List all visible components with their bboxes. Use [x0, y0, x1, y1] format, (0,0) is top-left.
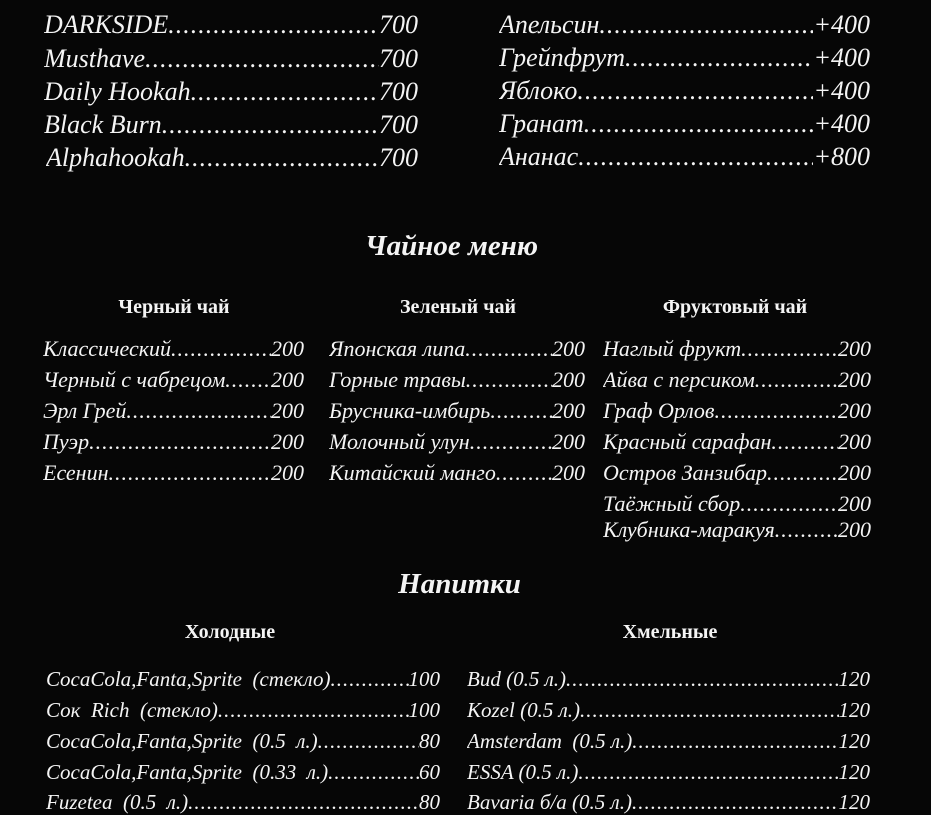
menu-item: Черный с чабрецом ..... 200	[43, 367, 304, 393]
menu-item	[44, 110, 418, 140]
menu-item: Fuzetea (0.5 л.) ..... 80	[46, 790, 440, 815]
item-name: Black Burn	[44, 110, 162, 139]
green-tea-heading: Зеленый чай	[400, 296, 516, 318]
menu-item: Граф Орлов ..... 200	[603, 398, 871, 424]
menu-item: Kozel (0.5 л.) ..... 120	[467, 698, 870, 723]
menu-item: Клубника-маракуя ..... 200	[603, 517, 871, 543]
menu-item: Молочный улун ..... 200	[329, 429, 585, 455]
item-name: Alphahookah	[46, 143, 185, 172]
item-name: Грейпфрут	[499, 43, 626, 72]
item-price: +400	[813, 109, 870, 138]
tobacco-header-cut	[150, 0, 350, 8]
menu-item	[44, 10, 418, 40]
menu-item	[499, 142, 870, 172]
item-price: +400	[813, 10, 870, 39]
menu-item	[499, 43, 870, 73]
menu-item	[46, 143, 418, 173]
menu-item: CocaCola,Fanta,Sprite (0.5 л.) ..... 80	[46, 729, 440, 754]
menu-item: CocaCola,Fanta,Sprite (0.33 л.) ..... 60	[46, 760, 440, 785]
menu-item: Bavaria б/а (0.5 л.) ..... 120	[467, 790, 870, 815]
menu-item: Пуэр ..... 200	[43, 429, 304, 455]
menu-item: ESSA (0.5 л.) ..... 120	[467, 760, 870, 785]
menu-item: Наглый фрукт ..... 200	[603, 336, 871, 362]
menu-item	[44, 77, 418, 107]
item-name: Яблоко	[499, 76, 578, 105]
menu-item: Красный сарафан ..... 200	[603, 429, 871, 455]
menu-item: Остров Занзибар ..... 200	[603, 460, 871, 486]
tea-section-title: Чайное меню	[364, 230, 539, 262]
menu-item: Китайский манго ..... 200	[329, 460, 585, 486]
item-name: Daily Hookah	[44, 77, 191, 106]
menu-item: CocaCola,Fanta,Sprite (стекло) ..... 100	[46, 667, 440, 692]
item-price: +800	[813, 142, 870, 171]
item-name: DARKSIDE	[44, 10, 169, 39]
item-price: 700	[379, 77, 418, 106]
cold-drinks-heading: Холодные	[184, 621, 276, 643]
menu-item	[499, 76, 870, 106]
item-name: Ананас	[499, 142, 579, 171]
item-price: 700	[379, 44, 418, 73]
menu-item	[499, 109, 870, 139]
black-tea-heading: Черный чай	[118, 296, 230, 318]
item-price: 700	[379, 143, 418, 172]
item-price: 700	[379, 110, 418, 139]
menu-item: Японская липа ..... 200	[329, 336, 585, 362]
menu-item: Айва с персиком ..... 200	[603, 367, 871, 393]
menu-item: Bud (0.5 л.) ..... 120	[467, 667, 870, 692]
item-name: Musthave	[44, 44, 146, 73]
menu-item: Классический ..... 200	[43, 336, 304, 362]
item-name: Гранат	[499, 109, 584, 138]
menu-item: Горные травы ..... 200	[329, 367, 585, 393]
menu-item: Таёжный сбор ..... 200	[603, 491, 871, 517]
item-price: +400	[813, 43, 870, 72]
menu-item: Есенин ..... 200	[43, 460, 304, 486]
menu-item: Сок Rich (стекло) ..... 100	[46, 698, 440, 723]
item-price: +400	[813, 76, 870, 105]
beer-heading: Хмельные	[622, 621, 718, 643]
menu-item	[44, 44, 418, 74]
menu-item: Amsterdam (0.5 л.) ..... 120	[467, 729, 870, 754]
drinks-section-title: Напитки	[398, 568, 521, 600]
menu-item: Эрл Грей ..... 200	[43, 398, 304, 424]
item-name: Апельсин	[499, 10, 600, 39]
fruit-tea-heading: Фруктовый чай	[662, 296, 808, 318]
menu-item: Брусника-имбирь ..... 200	[329, 398, 585, 424]
item-price: 700	[379, 10, 418, 39]
menu-item	[499, 10, 870, 40]
